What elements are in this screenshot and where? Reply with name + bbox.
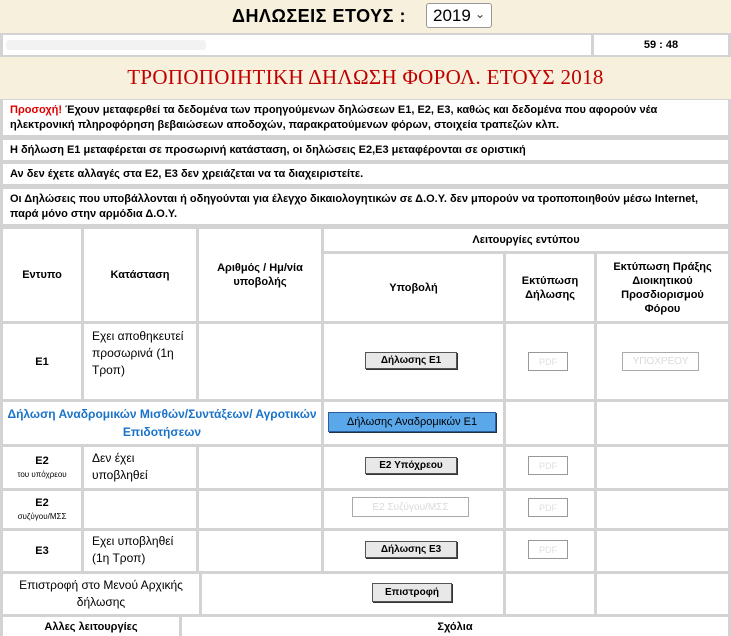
year-select[interactable]	[426, 3, 492, 28]
notice-no-changes: Αν δεν έχετε αλλαγές στα Ε2, Ε3 δεν χρειάζεται να τα διαχειριστείτε.	[3, 164, 728, 184]
return-button-cell	[202, 574, 503, 614]
session-timer: 59 : 48	[594, 35, 728, 55]
row-e3-number	[199, 531, 321, 571]
comments-header: Σχόλια	[182, 617, 728, 636]
e2-taxpayer-button[interactable]: Ε2 Υπόχρεου	[365, 457, 457, 474]
e3-pdf-button[interactable]: PDF	[528, 540, 568, 559]
row-e2-form	[3, 447, 81, 488]
form-subtitle: του υπόχρεου	[17, 469, 67, 479]
e1-declaration-button[interactable]: Δήλωσης Ε1	[365, 352, 457, 369]
return-act-cell	[597, 574, 728, 614]
return-label: Επιστροφή στο Μενού Αρχικής δήλωσης	[3, 574, 199, 614]
user-info-cell	[3, 35, 591, 55]
chevron-down-icon: ⌄	[474, 7, 485, 21]
return-button[interactable]: Επιστροφή	[372, 583, 452, 602]
e2-pdf-button[interactable]: PDF	[528, 456, 568, 475]
notice-e1-status: Η δήλωση Ε1 μεταφέρεται σε προσωρινή κατάσταση, οι δηλώσεις Ε2,Ε3 μεταφέρονται σε οριστική	[3, 140, 728, 160]
form-code: Ε2	[35, 454, 49, 467]
warning-text: Έχουν μεταφερθεί τα δεδομένα των προηγούμενων δηλώσεων Ε1, Ε2, Ε3, καθώς και δεδομένα που αφορούν νέα ηλεκτρονική πληροφόρηση βεβαιώσεων αποδοχών, παρακρατούμενων φόρων, στοιχεία τραπεζών κλπ.	[10, 104, 658, 131]
e2-spouse-button[interactable]: Ε2 Συζύγου/ΜΣΣ	[352, 497, 469, 517]
header-form: Εντυπο	[3, 229, 81, 321]
row-e1-status: Εχει αποθηκευτεί προσωρινά (1η Τροπ)	[84, 324, 196, 399]
row-e2-spouse-act-cell	[597, 491, 728, 528]
notice-doy: Οι Δηλώσεις που υποβάλλονται ή οδηγούνται για έλεγχο δικαιολογητικών σε Δ.Ο.Υ. δεν μπορούν να τροποποιηθούν μέσω Internet, παρά μόνο στην αρμόδια Δ.Ο.Υ.	[3, 189, 728, 224]
row-e2-number	[199, 447, 321, 488]
header-print: Εκτύπωση Δήλωσης	[506, 254, 594, 321]
retro-print-cell	[506, 402, 594, 444]
return-print-cell	[506, 574, 594, 614]
retro-act-cell	[597, 402, 728, 444]
header-status: Κατάσταση	[84, 229, 196, 321]
header-print-act: Εκτύπωση Πράξης Διοικητικού Προσδιορισμού Φόρου	[597, 254, 728, 321]
form-code: Ε1	[35, 355, 49, 368]
e1-act-button[interactable]: ΥΠΟΧΡΕΟΥ	[622, 352, 699, 371]
page-title: ΤΡΟΠΟΠΟΙΗΤΙΚΗ ΔΗΛΩΣΗ ΦΟΡΟΛ. ΕΤΟΥΣ 2018	[127, 65, 604, 89]
other-functions-header: Αλλες λειτουργίες	[3, 617, 179, 636]
notice-warning	[3, 100, 728, 135]
e2-spouse-pdf-button[interactable]: PDF	[528, 498, 568, 517]
row-e1-form	[3, 324, 81, 399]
row-e3-form	[3, 531, 81, 571]
row-e1-number	[199, 324, 321, 399]
row-e3-act-cell	[597, 531, 728, 571]
form-code: Ε3	[35, 545, 49, 557]
user-name-redacted	[6, 40, 206, 50]
row-e2-spouse-status	[84, 491, 196, 528]
e1-pdf-button[interactable]: PDF	[528, 352, 568, 371]
row-e2-act-cell	[597, 447, 728, 488]
form-subtitle: συζύγου/ΜΣΣ	[17, 511, 67, 521]
row-e3-status: Εχει υποβληθεί (1η Τροπ)	[84, 531, 196, 571]
warning-word: Προσοχή!	[10, 104, 63, 116]
year-label: ΔΗΛΩΣΕΙΣ ΕΤΟΥΣ :	[232, 6, 406, 26]
header-operations: Λειτουργίες εντύπου	[324, 229, 728, 251]
form-code: Ε2	[35, 496, 49, 509]
header-submit: Υποβολή	[324, 254, 503, 321]
retro-declaration-button[interactable]: Δήλωσης Αναδρομικών Ε1	[328, 412, 496, 432]
header-number: Αριθμός / Ημ/νία υποβολής	[199, 229, 321, 321]
row-e2-status: Δεν έχει υποβληθεί	[84, 447, 196, 488]
year-value: 2019	[433, 6, 471, 25]
e3-declaration-button[interactable]: Δήλωσης Ε3	[365, 541, 457, 558]
row-e2-spouse-number	[199, 491, 321, 528]
retro-label: Δήλωση Αναδρομικών Μισθών/Συντάξεων/ Αγροτικών Επιδοτήσεων	[3, 402, 321, 444]
row-e2-spouse-form	[3, 491, 81, 528]
